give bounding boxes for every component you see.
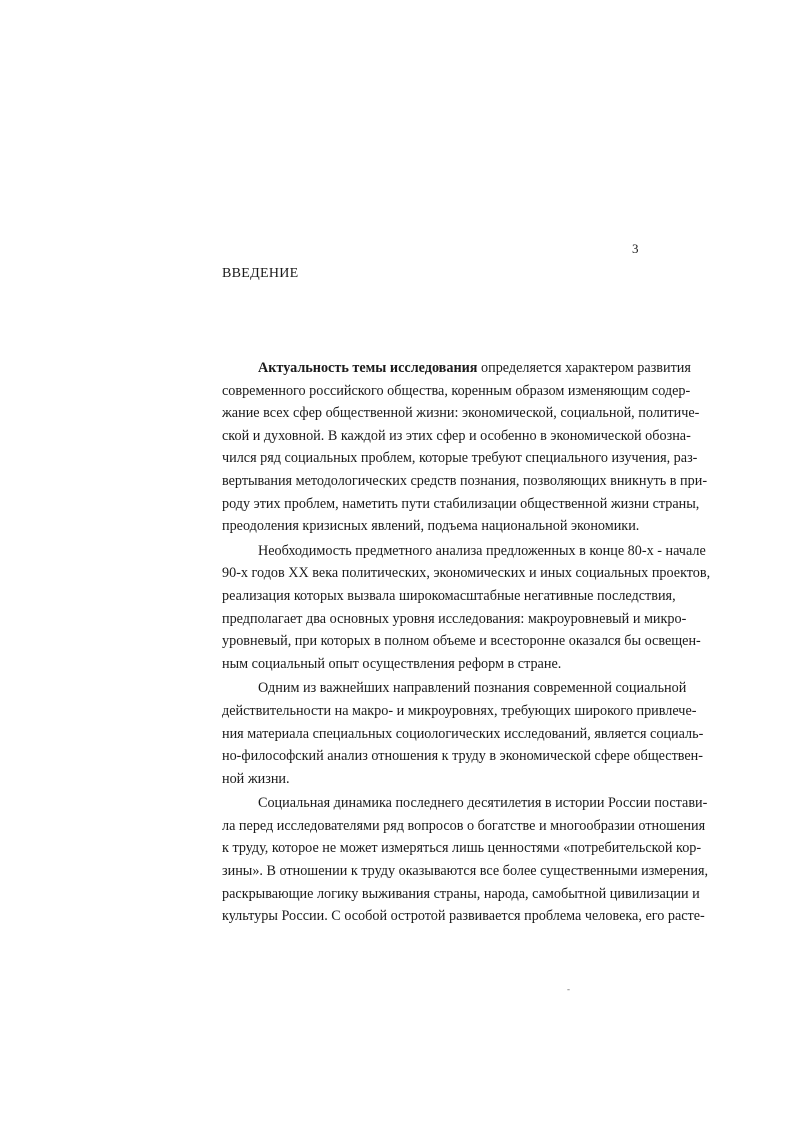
text-line: культуры России. С особой остротой развивается проблема человека, его расте- — [222, 908, 705, 925]
text-line: современного российского общества, коренным образом изменяющим содер- — [222, 382, 691, 399]
text-line: ла перед исследователями ряд вопросов о богатстве и многообразии отношения — [222, 817, 706, 834]
paragraph — [222, 357, 708, 538]
text-line: к труду, которое не может измеряться лишь ценностями «потребительской кор- — [222, 840, 702, 857]
scan-mark: - — [567, 984, 570, 994]
section-title: ВВЕДЕНИЕ — [222, 266, 299, 281]
page-number: 3 — [632, 241, 639, 256]
text-line: Социальная динамика последнего десятилетия в истории России постави- — [258, 795, 708, 812]
document-body — [222, 357, 711, 930]
text-line: Актуальность темы исследования определяется характером развития — [258, 360, 691, 376]
text-line: ской и духовной. В каждой из этих сфер и особенно в экономической обозна- — [222, 427, 691, 444]
paragraph — [222, 540, 711, 676]
paragraph — [222, 792, 709, 928]
text-line: ния материала специальных социологических исследований, является социаль- — [222, 725, 704, 742]
text-line: Одним из важнейших направлений познания современной социальной — [258, 680, 687, 697]
text-line: ной жизни. — [222, 770, 290, 787]
text-line: но-философский анализ отношения к труду в экономической сфере обществен- — [222, 748, 704, 765]
text-line: реализация которых вызвала широкомасштабные негативные последствия, — [222, 587, 676, 604]
text-line: ным социальный опыт осуществления реформ в стране. — [222, 655, 562, 672]
text-line: предполагает два основных уровня исследования: макроуровневый и микро- — [222, 610, 687, 627]
text-line: действительности на макро- и микроуровнях, требующих широкого привлече- — [222, 702, 697, 719]
text-line: роду этих проблем, наметить пути стабилизации общественной жизни страны, — [222, 495, 700, 512]
text-line: уровневый, при которых в полном объеме и всесторонне оказался бы освещен- — [222, 633, 701, 650]
text-line: преодоления кризисных явлений, подъема национальной экономики. — [222, 518, 640, 535]
text-line: зины». В отношении к труду оказываются все более существенными измерения, — [222, 863, 709, 880]
text-line: 90-х годов XX века политических, экономических и иных социальных проектов, — [222, 565, 711, 582]
text-line: чился ряд социальных проблем, которые требуют специального изучения, раз- — [222, 450, 698, 467]
bold-lead: Актуальность темы исследования — [258, 360, 478, 376]
paragraph — [222, 677, 704, 790]
text-line: раскрывающие логику выживания страны, народа, самобытной цивилизации и — [222, 885, 700, 902]
text-line: жание всех сфер общественной жизни: экономической, социальной, политиче- — [222, 405, 700, 422]
text-line: вертывания методологических средств познания, позволяющих вникнуть в при- — [222, 472, 708, 489]
text-line: Необходимость предметного анализа предложенных в конце 80-х - начале — [258, 542, 706, 559]
